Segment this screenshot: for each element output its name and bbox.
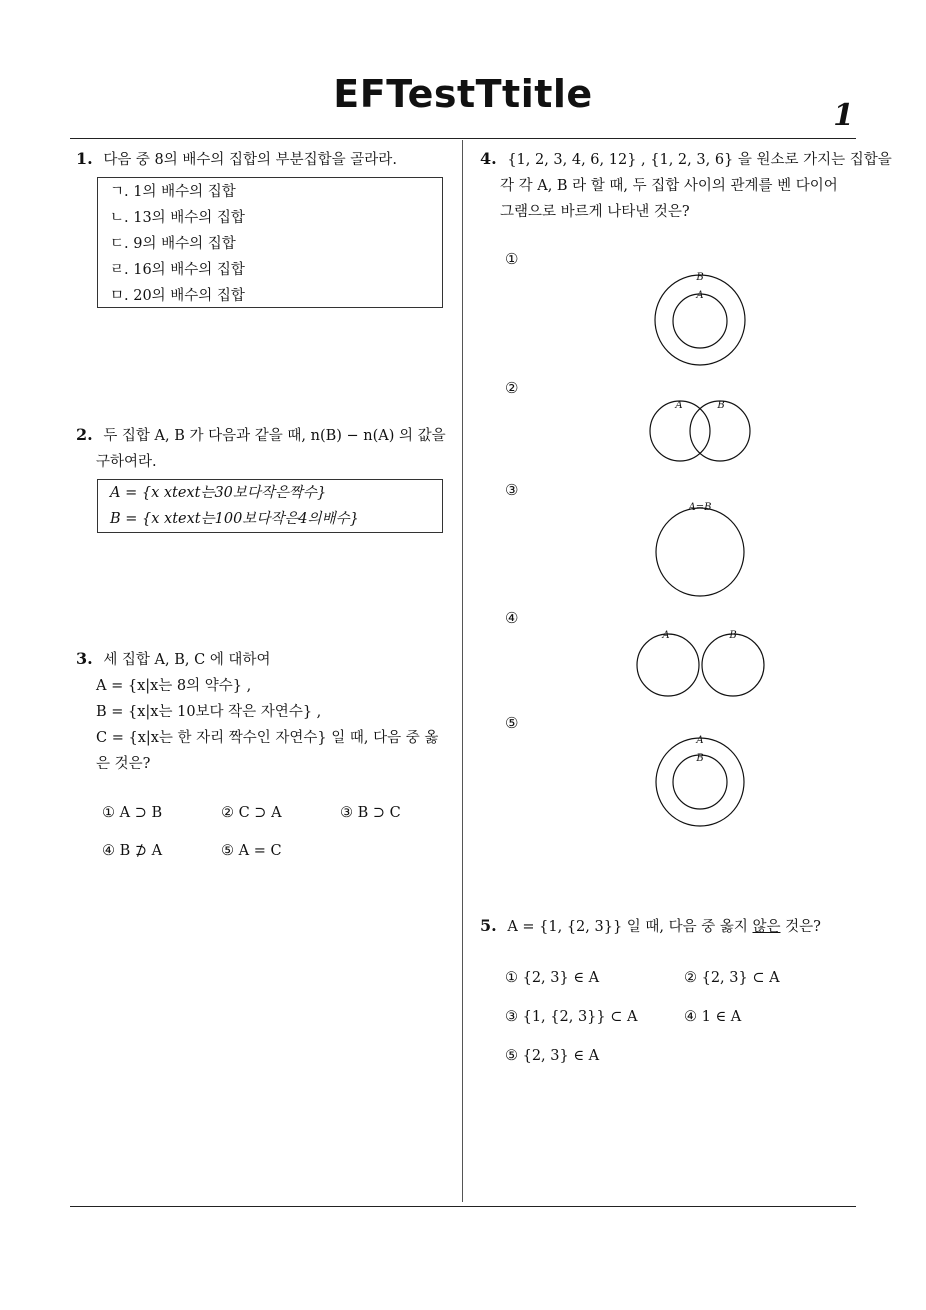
q1-item-1: ㄱ. 1의 배수의 집합 [110,184,236,200]
venn1-outer-circle [655,275,745,365]
q4-choice-4-mark[interactable]: ④ [505,609,519,627]
venn2-left-label: A [675,400,683,411]
question-2-box [97,479,443,533]
question-4-number: 4. [480,149,497,168]
q2-set-b: B = {x xtext는100보다작은4의배수} [110,511,359,527]
question-2-number: 2. [76,425,93,444]
question-5-prompt-pre: A = {1, {2, 3}} 일 때, 다음 중 옳지 [507,919,748,935]
q3-tail: 은 것은? [96,756,151,772]
page-title: EFTestTtitle [333,72,593,116]
question-4-prompt-line3: 그램으로 바르게 나타낸 것은? [500,204,690,220]
question-4-prompt-line2: 각 각 A, B 라 할 때, 두 집합 사이의 관계를 벤 다이어 [500,178,838,194]
question-2 [76,422,458,475]
question-1-prompt: 다음 중 8의 배수의 집합의 부분집합을 골라라. [103,152,397,168]
question-5-prompt-post: 것은? [785,919,821,935]
venn5-inner-label: B [696,753,704,764]
page-number: 1 [833,98,854,133]
venn3-label: A=B [688,502,712,513]
q1-item-2: ㄴ. 13의 배수의 집합 [110,210,245,226]
question-1-box [97,177,443,308]
question-5-number: 5. [480,916,497,935]
q4-choice-5-mark[interactable]: ⑤ [505,714,519,732]
venn4-left-circle [637,634,699,696]
venn5-outer-label: A [696,735,704,746]
q5-choice-5[interactable]: ⑤ {2, 3} ∈ A [505,1048,600,1064]
q3-choice-5[interactable]: ⑤ A = C [221,843,282,859]
venn1-inner-label: A [696,290,704,301]
venn3-circle [656,508,744,596]
question-1-number: 1. [76,149,93,168]
venn1-outer-label: B [696,272,704,283]
question-5-prompt-emph: 않은 [752,919,781,935]
column-divider [462,140,463,1202]
venn4-right-circle [702,634,764,696]
q3-condition-a: A = {x|x는 8의 약수} , [96,678,252,694]
q4-choice-2-mark[interactable]: ② [505,379,519,397]
q4-choice-1-mark[interactable]: ① [505,250,519,268]
question-2-prompt-line1: 두 집합 A, B 가 다음과 같을 때, n(B) − n(A) 의 값을 [103,428,446,444]
q1-item-5: ㅁ. 20의 배수의 집합 [110,288,245,304]
question-1 [76,146,397,173]
question-3 [76,646,458,777]
q3-condition-b: B = {x|x는 10보다 작은 자연수} , [96,704,322,720]
venn2-right-label: B [717,400,725,411]
q2-set-a: A = {x xtext는30보다작은짝수} [110,485,327,501]
question-3-number: 3. [76,649,93,668]
q3-condition-c: C = {x|x는 한 자리 짝수인 자연수} 일 때, 다음 중 옳 [96,730,439,746]
q1-item-4: ㄹ. 16의 배수의 집합 [110,262,245,278]
q5-choice-2[interactable]: ② {2, 3} ⊂ A [684,970,780,986]
q3-choice-3[interactable]: ③ B ⊃ C [340,805,401,821]
q3-choice-4[interactable]: ④ B ⊅ A [102,843,163,859]
venn-diagrams [620,260,780,830]
q1-item-3: ㄷ. 9의 배수의 집합 [110,236,236,252]
question-2-prompt-line2: 구하여라. [96,454,157,470]
q4-choice-3-mark[interactable]: ③ [505,481,519,499]
q5-choice-3[interactable]: ③ {1, {2, 3}} ⊂ A [505,1009,638,1025]
question-4-prompt-line1: {1, 2, 3, 4, 6, 12} , {1, 2, 3, 6} 을 원소로 가지는 집합을 [507,152,892,168]
question-4 [480,146,892,225]
venn4-right-label: B [729,630,737,641]
footer-rule [70,1206,856,1207]
venn1-inner-circle [673,294,727,348]
header-rule [70,138,856,139]
q3-choice-2[interactable]: ② C ⊃ A [221,805,282,821]
question-3-prompt: 세 집합 A, B, C 에 대하여 [103,652,271,668]
venn4-left-label: A [662,630,670,641]
q5-choice-4[interactable]: ④ 1 ∈ A [684,1009,742,1025]
question-5 [480,913,821,940]
q5-choice-1[interactable]: ① {2, 3} ∈ A [505,970,600,986]
q3-choice-1[interactable]: ① A ⊃ B [102,805,163,821]
venn5-outer-circle [656,738,744,826]
